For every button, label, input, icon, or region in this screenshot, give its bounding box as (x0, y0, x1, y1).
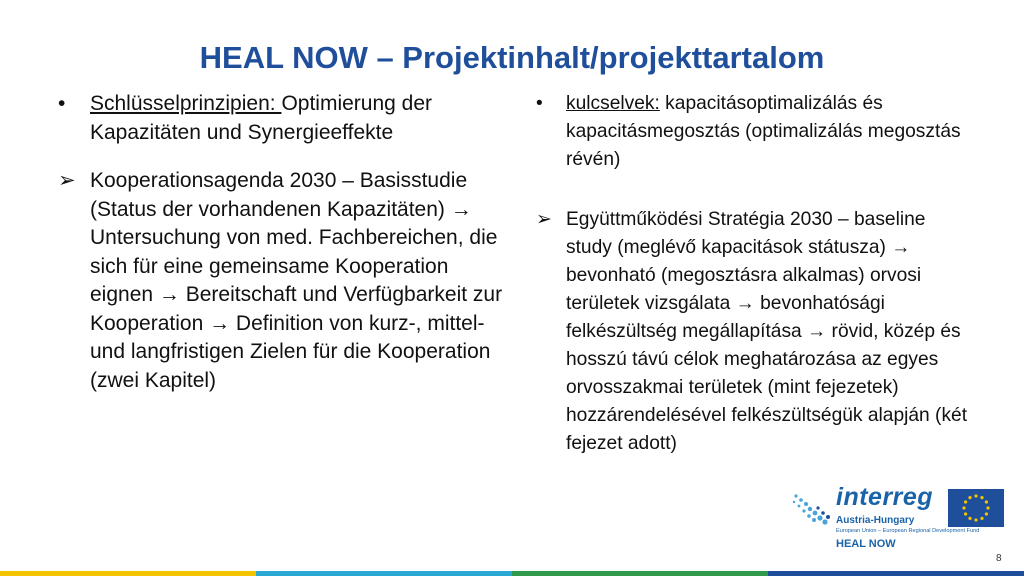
right-column (536, 90, 974, 458)
eu-flag-icon (948, 489, 1004, 527)
interreg-logo-sub: Austria-Hungary (836, 515, 915, 526)
interreg-dots-icon (790, 488, 834, 528)
interreg-logo-fund: European Union – European Regional Development Fund (836, 528, 980, 534)
right-arrow-item (536, 206, 974, 458)
left-arrow-item (58, 167, 510, 395)
left-arrow-text: Kooperationsagenda 2030 – Basisstudie (Status der vorhandenen Kapazitäten) → Untersuchung von med. Fachbereichen, die sich für eine gemeinsame Kooperation eignen → Bereitschaft und Verfügbarkeit zur Kooperation → Definition von kurz-, mittel- und langfristigen Zielen für die Kooperation (zwei Kapitel) (90, 169, 503, 392)
right-bullet-item (536, 90, 974, 174)
arrow-marker-icon: ➢ (58, 169, 76, 192)
right-bullet-text: kapacitásoptimalizálás és kapacitásmegosztás (optimalizálás megosztás révén) (566, 93, 961, 170)
bullet-marker: • (536, 93, 543, 114)
footer-bar-cyan (256, 571, 512, 576)
interreg-logo-word: interreg (836, 483, 934, 511)
left-column (58, 90, 510, 395)
left-bullet-label: Schlüsselprinzipien: (90, 92, 282, 115)
left-bullet-text: Optimierung der Kapazitäten und Synergieeffekte (90, 92, 433, 144)
page-number: 8 (996, 553, 1002, 564)
arrow-marker-icon: ➢ (536, 209, 553, 230)
slide-title: HEAL NOW – Projektinhalt/projekttartalom (199, 40, 825, 75)
project-logo-name: HEAL NOW (836, 538, 896, 550)
footer-bar-blue (768, 571, 1024, 576)
footer-bar-yellow (0, 571, 256, 576)
bullet-marker: • (58, 92, 66, 115)
right-bullet-label: kulcselvek: (566, 93, 660, 114)
footer-bar-green (512, 571, 768, 576)
right-arrow-text: Együttműködési Stratégia 2030 – baseline study (meglévő kapacitások státusza) → bevonható (megosztásra alkalmas) orvosi területek vizsgálata → bevonhatósági felkészültség megállapítása → rövid, közép és hosszú távú célok meghatározása az egyes orvosszakmai területek (mint fejezetek) hozzárendelésével felkészültségük alapján (két fejezet adott) (566, 209, 968, 454)
left-bullet-item (58, 90, 510, 147)
